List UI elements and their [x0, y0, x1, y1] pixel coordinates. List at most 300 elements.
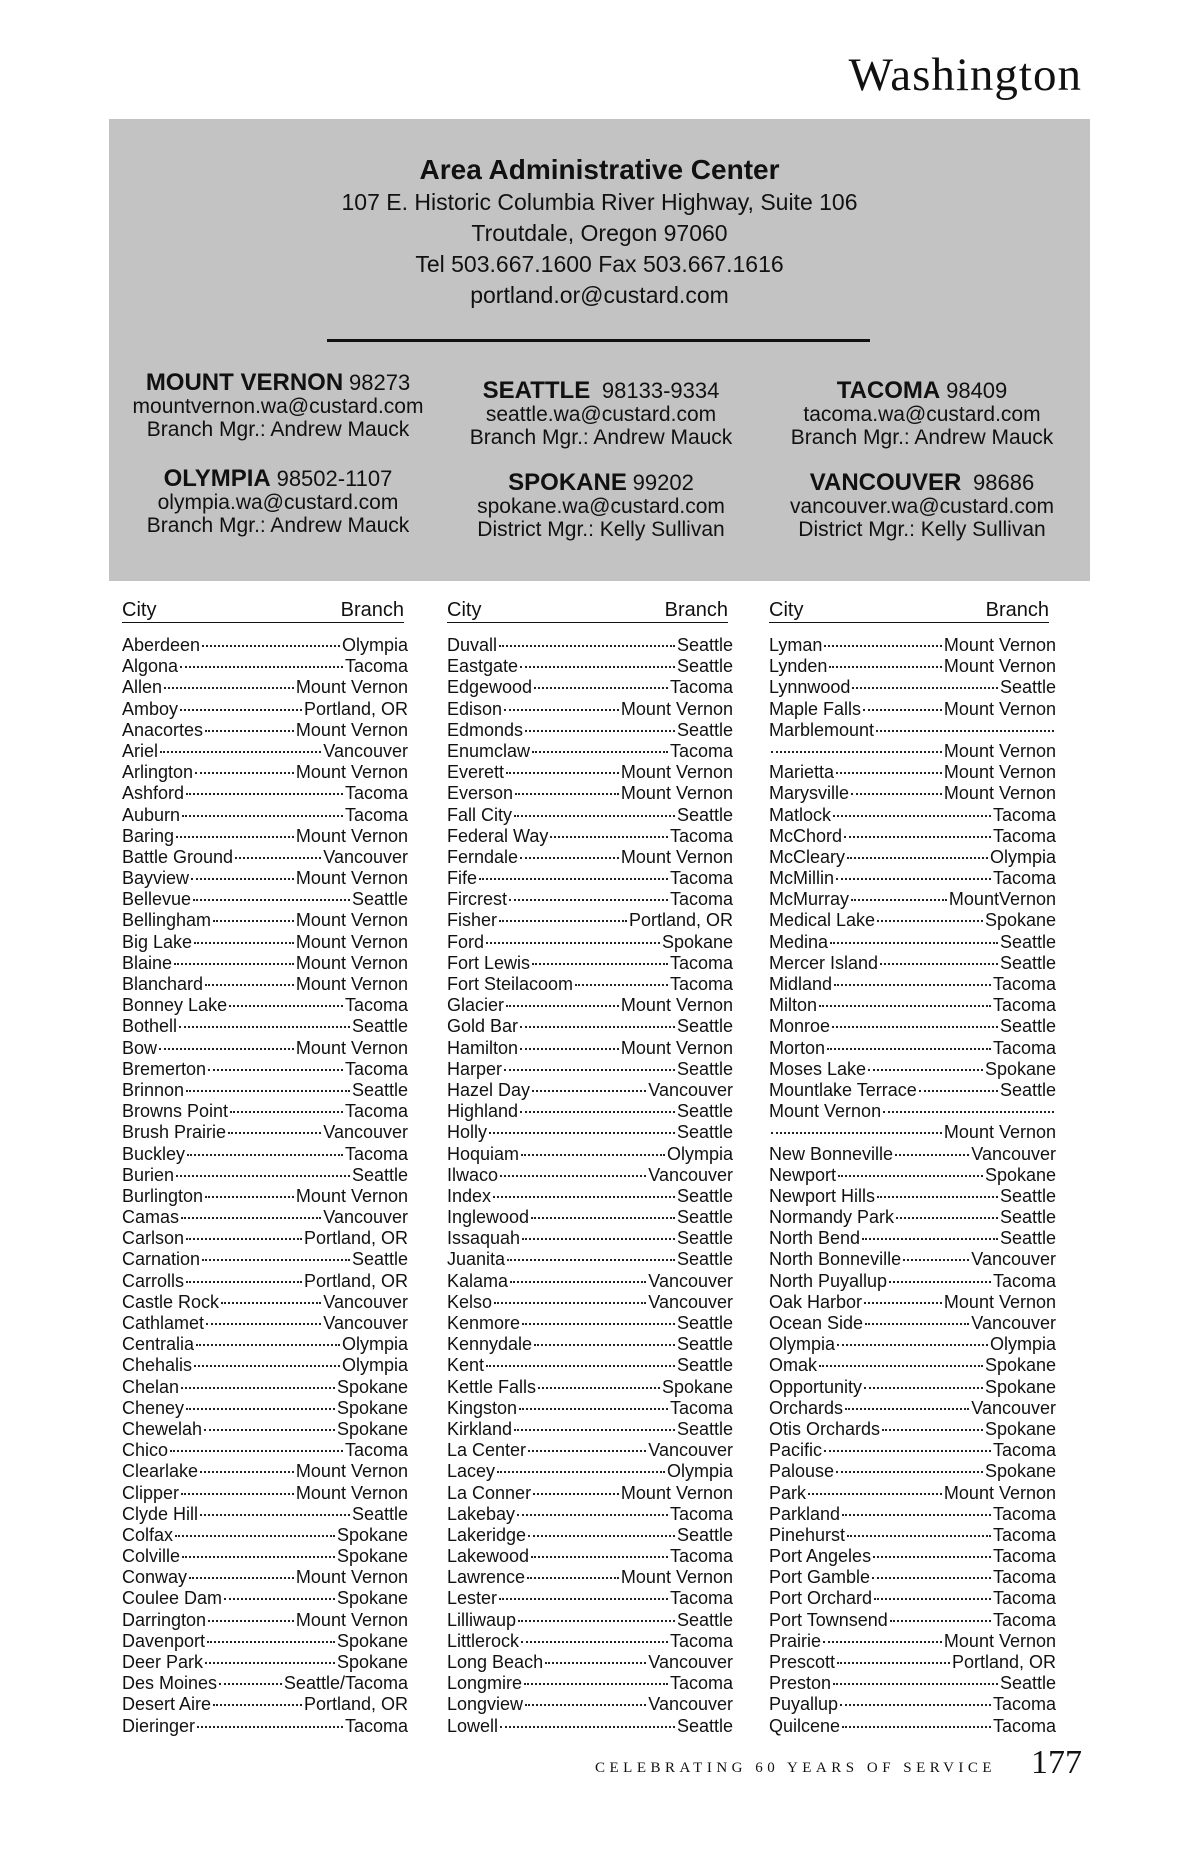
city-name: Duvall — [447, 635, 498, 655]
list-item — [122, 1271, 408, 1292]
city-name: Ocean Side — [769, 1313, 864, 1333]
city-name: Burlington — [122, 1185, 204, 1206]
dot-leader — [824, 645, 942, 647]
list-item — [122, 1525, 408, 1546]
city-name: Lowell — [447, 1715, 499, 1736]
branch-name: Vancouver — [323, 1122, 408, 1143]
branch-name: Tacoma — [344, 1440, 408, 1461]
city-name: Prairie — [769, 1630, 822, 1651]
list-item — [447, 656, 733, 677]
branch-header: Branch — [664, 599, 728, 621]
dot-leader — [882, 1429, 983, 1431]
list-item — [447, 1419, 733, 1440]
city-name: Buckley — [122, 1143, 186, 1164]
dot-leader — [170, 1450, 343, 1452]
dot-leader — [493, 1196, 675, 1198]
branch-name: Tacoma — [992, 1503, 1056, 1524]
list-item — [769, 1059, 1056, 1080]
list-item — [447, 1588, 733, 1609]
list-item — [769, 1652, 1056, 1673]
dot-leader — [180, 666, 343, 668]
list-item — [769, 1313, 1056, 1334]
list-item — [769, 1186, 1056, 1207]
list-item — [122, 1249, 408, 1270]
dot-leader — [532, 963, 668, 965]
dot-leader — [176, 836, 294, 838]
city-name: Medina — [769, 931, 829, 952]
dot-leader — [851, 899, 947, 901]
dot-leader — [876, 730, 1054, 732]
list-item — [769, 1038, 1056, 1059]
list-item — [122, 1504, 408, 1525]
dot-leader — [883, 1111, 1054, 1113]
list-item — [769, 910, 1056, 931]
branch-name: Seattle — [351, 1164, 408, 1185]
branch-name: Spokane — [336, 1546, 408, 1567]
city-name: Park — [769, 1482, 807, 1503]
dot-leader — [510, 1281, 646, 1283]
branch-name: Seattle — [676, 1122, 733, 1143]
list-item — [122, 1355, 408, 1376]
branch-name: Olympia — [341, 635, 408, 655]
branch-name: Mount Vernon — [295, 910, 408, 931]
list-item — [447, 1249, 733, 1270]
list-item — [122, 1313, 408, 1334]
list-item — [122, 1419, 408, 1440]
list-item — [447, 889, 733, 910]
city-name: Ilwaco — [447, 1164, 499, 1185]
branch-name: Tacoma — [669, 1503, 733, 1524]
list-item — [769, 868, 1056, 889]
branch-name: Mount Vernon — [620, 698, 733, 719]
list-item — [769, 974, 1056, 995]
admin-email: portland.or@custard.com — [470, 282, 729, 308]
city-name: Davenport — [122, 1630, 206, 1651]
list-item — [769, 1144, 1056, 1165]
admin-phone-fax: Tel 503.667.1600 Fax 503.667.1616 — [415, 251, 784, 277]
dot-leader — [160, 751, 321, 753]
city-name: La Center — [447, 1440, 527, 1461]
city-name: Burien — [122, 1164, 175, 1185]
column-header — [769, 596, 1049, 623]
branch-name: Olympia — [666, 1143, 733, 1164]
dot-leader — [842, 1514, 991, 1516]
city-name: Coulee Dam — [122, 1588, 223, 1609]
city-name: Longmire — [447, 1673, 523, 1694]
city-name: Lynnwood — [769, 677, 851, 698]
dot-leader — [840, 1704, 991, 1706]
branch-name: Mount Vernon — [943, 656, 1056, 677]
dot-leader — [202, 645, 340, 647]
branch-manager: Branch Mgr.: Andrew Mauck — [790, 426, 1054, 449]
dot-leader — [528, 1450, 646, 1452]
city-name: Chico — [122, 1440, 169, 1461]
list-item — [447, 1504, 733, 1525]
branch-name: Tacoma — [669, 1588, 733, 1609]
city-name: Lawrence — [447, 1567, 526, 1588]
list-item — [769, 720, 1056, 741]
dot-leader — [522, 1323, 675, 1325]
branch-email: tacoma.wa@custard.com — [803, 403, 1041, 426]
city-name: Everson — [447, 783, 514, 804]
dot-leader — [486, 942, 660, 944]
city-name: Mount Vernon — [769, 1101, 882, 1122]
list-item — [447, 1334, 733, 1355]
list-item — [447, 932, 733, 953]
branch-name: Vancouver — [648, 1164, 733, 1185]
column-header — [122, 596, 404, 623]
branch-name: Spokane — [984, 1461, 1056, 1482]
list-item — [769, 805, 1056, 826]
city-name: Moses Lake — [769, 1058, 867, 1079]
dot-leader — [847, 1535, 991, 1537]
dot-leader — [771, 1132, 942, 1134]
branch-name: Spokane — [661, 931, 733, 952]
branch-name: Mount Vernon — [620, 995, 733, 1016]
list-item — [769, 1165, 1056, 1186]
city-name: Bellevue — [122, 889, 192, 910]
city-name: Opportunity — [769, 1376, 863, 1397]
city-name: Edmonds — [447, 719, 524, 740]
dot-leader — [228, 1132, 321, 1134]
branch-name: Vancouver — [323, 1313, 408, 1333]
dot-leader — [175, 1535, 335, 1537]
dot-leader — [890, 1620, 991, 1622]
dot-leader — [852, 687, 998, 689]
city-name: Harper — [447, 1058, 503, 1079]
list-item — [447, 1440, 733, 1461]
dot-leader — [509, 899, 668, 901]
dot-leader — [514, 1429, 675, 1431]
branch-name: Spokane — [984, 910, 1056, 931]
list-item — [769, 889, 1056, 910]
list-item — [769, 1419, 1056, 1440]
branch-name: Seattle — [351, 889, 408, 910]
city-name: Kenmore — [447, 1313, 521, 1333]
branch-name: Mount Vernon — [295, 1482, 408, 1503]
dot-leader — [534, 1344, 675, 1346]
dot-leader — [229, 1005, 343, 1007]
list-item — [447, 974, 733, 995]
dot-leader — [520, 1111, 675, 1113]
branch-name: Seattle — [351, 1249, 408, 1270]
city-name: Baring — [122, 825, 175, 846]
city-name: Marietta — [769, 762, 835, 783]
dot-leader — [204, 1429, 335, 1431]
list-item — [769, 762, 1056, 783]
dot-leader — [187, 1154, 343, 1156]
list-item — [769, 932, 1056, 953]
city-name: New Bonneville — [769, 1143, 894, 1164]
branch-name: SPOKANE — [508, 469, 627, 496]
branch-name: Tacoma — [992, 995, 1056, 1016]
list-item — [769, 1673, 1056, 1694]
city-name: Lynden — [769, 656, 828, 677]
branch-name: Tacoma — [344, 1101, 408, 1122]
branch-name: Tacoma — [344, 1143, 408, 1164]
dot-leader — [489, 1132, 675, 1134]
city-name: Midland — [769, 974, 833, 994]
list-item — [122, 1377, 408, 1398]
dot-leader — [494, 1302, 646, 1304]
branch-name: Vancouver — [971, 1143, 1056, 1164]
list-item — [447, 1398, 733, 1419]
list-item — [769, 1483, 1056, 1504]
list-item — [769, 1228, 1056, 1249]
city-name: Kent — [447, 1355, 485, 1376]
city-name: Clearlake — [122, 1461, 199, 1482]
branch-name: Mount Vernon — [620, 846, 733, 867]
city-name: Puyallup — [769, 1694, 839, 1715]
dot-leader — [533, 1493, 619, 1495]
list-item — [447, 1483, 733, 1504]
branch-name: Seattle — [999, 1673, 1056, 1694]
dot-leader — [520, 857, 619, 859]
list-item — [122, 1059, 408, 1080]
city-name: Deer Park — [122, 1652, 204, 1672]
dot-leader — [196, 1344, 340, 1346]
dot-leader — [830, 942, 998, 944]
city-name: Port Angeles — [769, 1546, 872, 1567]
city-name: Newport — [769, 1164, 837, 1185]
branch-email: olympia.wa@custard.com — [157, 491, 399, 514]
city-header: City — [447, 599, 482, 621]
branch-name: Mount Vernon — [295, 868, 408, 889]
branch-name: Tacoma — [669, 1397, 733, 1418]
list-item — [769, 1207, 1056, 1228]
city-name: McChord — [769, 825, 843, 846]
city-name: Lyman — [769, 635, 823, 655]
list-item — [769, 1504, 1056, 1525]
branch-name: Spokane — [661, 1376, 733, 1397]
city-name: Edison — [447, 698, 503, 719]
branch-card — [757, 471, 1087, 541]
city-name: Cheney — [122, 1397, 185, 1418]
list-item — [122, 1080, 408, 1101]
city-name: Glacier — [447, 995, 505, 1016]
city-name: Medical Lake — [769, 910, 876, 931]
city-name: Prescott — [769, 1652, 836, 1672]
list-item — [769, 1694, 1056, 1715]
dot-leader — [525, 730, 675, 732]
city-name: Otis Orchards — [769, 1418, 881, 1439]
dot-leader — [193, 899, 350, 901]
branch-name: Mount Vernon — [943, 1630, 1056, 1651]
list-item — [769, 677, 1056, 698]
branch-manager: Branch Mgr.: Andrew Mauck — [146, 514, 410, 537]
list-item — [769, 1016, 1056, 1037]
city-name: Preston — [769, 1673, 832, 1694]
dot-leader — [847, 857, 988, 859]
branch-name: Tacoma — [992, 1567, 1056, 1588]
dot-leader — [524, 1683, 668, 1685]
branch-name: Seattle — [676, 1355, 733, 1376]
branch-name: Tacoma — [992, 1609, 1056, 1630]
city-name: Chelan — [122, 1376, 180, 1397]
city-name: Big Lake — [122, 931, 193, 952]
list-item — [447, 677, 733, 698]
city-name: Lakebay — [447, 1503, 516, 1524]
dot-leader — [823, 1641, 942, 1643]
city-name: McMurray — [769, 889, 849, 910]
list-item — [122, 656, 408, 677]
list-item — [122, 868, 408, 889]
city-name: Fall City — [447, 804, 513, 825]
city-name: Long Beach — [447, 1652, 544, 1672]
list-item — [447, 953, 733, 974]
city-name: Morton — [769, 1037, 826, 1058]
city-name: Algona — [122, 656, 179, 677]
list-item — [769, 1122, 1056, 1143]
branch-name: Mount Vernon — [943, 1291, 1056, 1312]
branch-name: Spokane — [984, 1376, 1056, 1397]
city-name: Bothell — [122, 1016, 178, 1037]
dot-leader — [837, 1662, 950, 1664]
list-item — [122, 1588, 408, 1609]
branch-name: Mount Vernon — [620, 1037, 733, 1058]
list-item — [122, 910, 408, 931]
branch-name: Mount Vernon — [295, 762, 408, 783]
dot-leader — [845, 1408, 969, 1410]
list-item — [122, 847, 408, 868]
city-name: Mountlake Terrace — [769, 1079, 917, 1100]
dot-leader — [506, 1005, 619, 1007]
dot-leader — [521, 1641, 668, 1643]
branch-name: Tacoma — [344, 804, 408, 825]
branch-name: Olympia — [989, 846, 1056, 867]
dot-leader — [520, 1048, 619, 1050]
city-name: Des Moines — [122, 1673, 218, 1694]
list-item — [122, 699, 408, 720]
dot-leader — [497, 1471, 665, 1473]
city-name: Federal Way — [447, 825, 549, 846]
dot-leader — [164, 687, 294, 689]
city-name: Lakewood — [447, 1546, 530, 1567]
dot-leader — [545, 1662, 646, 1664]
dot-leader — [500, 1726, 675, 1728]
city-name: Juanita — [447, 1249, 506, 1270]
branch-name: Spokane — [336, 1588, 408, 1609]
list-item — [122, 677, 408, 698]
dot-leader — [186, 1408, 335, 1410]
dot-leader — [197, 1726, 343, 1728]
dot-leader — [833, 815, 991, 817]
branch-name: OLYMPIA — [163, 465, 271, 492]
list-item — [122, 1631, 408, 1652]
branch-name: Vancouver — [323, 1207, 408, 1228]
dot-leader — [181, 1493, 294, 1495]
dot-leader — [159, 1048, 294, 1050]
city-name: Carlson — [122, 1228, 185, 1249]
city-name: Browns Point — [122, 1101, 229, 1122]
city-name: Arlington — [122, 762, 194, 783]
city-name: Brinnon — [122, 1079, 185, 1100]
city-name: Gold Bar — [447, 1016, 519, 1037]
dot-leader — [189, 1577, 294, 1579]
branch-name: Vancouver — [648, 1440, 733, 1461]
city-list-column-2 — [447, 635, 733, 1737]
city-name: Kirkland — [447, 1418, 513, 1439]
dot-leader — [896, 1217, 998, 1219]
dot-leader — [527, 1577, 619, 1579]
branch-name: Tacoma — [992, 825, 1056, 846]
branch-name: Tacoma — [344, 1715, 408, 1736]
dot-leader — [194, 1365, 340, 1367]
dot-leader — [880, 963, 998, 965]
branch-name: Mount Vernon — [943, 762, 1056, 783]
branch-card — [113, 467, 443, 537]
dot-leader — [504, 1069, 675, 1071]
list-item — [122, 741, 408, 762]
city-name: Ashford — [122, 783, 185, 804]
branch-name: Mount Vernon — [943, 740, 1056, 761]
dot-leader — [181, 1387, 335, 1389]
list-item — [447, 1652, 733, 1673]
branch-email: spokane.wa@custard.com — [477, 495, 725, 518]
dot-leader — [208, 1069, 343, 1071]
city-name: Clipper — [122, 1482, 180, 1503]
branch-email: mountvernon.wa@custard.com — [132, 395, 424, 418]
list-item — [122, 1673, 408, 1694]
branch-name: Mount Vernon — [295, 1609, 408, 1630]
list-item — [122, 1016, 408, 1037]
branch-name: Seattle — [999, 1079, 1056, 1100]
list-item — [769, 953, 1056, 974]
dot-leader — [872, 1577, 991, 1579]
list-item — [122, 1228, 408, 1249]
dot-leader — [550, 836, 668, 838]
list-item — [447, 699, 733, 720]
branch-name: Seattle — [676, 1249, 733, 1270]
list-item — [447, 783, 733, 804]
list-item — [769, 1631, 1056, 1652]
dot-leader — [521, 1154, 665, 1156]
branch-name: Seattle — [999, 677, 1056, 698]
city-name: Maple Falls — [769, 698, 862, 719]
dot-leader — [873, 1556, 991, 1558]
branch-name: Spokane — [336, 1418, 408, 1439]
list-item — [447, 826, 733, 847]
city-name: Cathlamet — [122, 1313, 205, 1333]
branch-name: Tacoma — [344, 656, 408, 677]
dot-leader — [181, 1217, 321, 1219]
list-item — [447, 1694, 733, 1715]
dot-leader — [519, 1408, 668, 1410]
column-header — [447, 596, 728, 623]
city-name: Normandy Park — [769, 1207, 895, 1228]
branch-name: Mount Vernon — [295, 1567, 408, 1588]
branch-name: Mount Vernon — [620, 1482, 733, 1503]
dot-leader — [824, 1450, 991, 1452]
dot-leader — [182, 1556, 335, 1558]
branch-name: Portland, OR — [303, 698, 408, 719]
list-item — [769, 1716, 1056, 1737]
list-item — [122, 1652, 408, 1673]
list-item — [769, 1461, 1056, 1482]
city-name: Eastgate — [447, 656, 519, 677]
list-item — [769, 1334, 1056, 1355]
city-name: Hoquiam — [447, 1143, 520, 1164]
city-name: Fort Steilacoom — [447, 974, 574, 994]
city-name: Amboy — [122, 698, 179, 719]
branch-name: VANCOUVER — [809, 469, 962, 496]
dot-leader — [895, 1154, 969, 1156]
branch-name: Vancouver — [648, 1652, 733, 1672]
branch-name: Seattle — [676, 1101, 733, 1122]
branch-name: Seattle/Tacoma — [283, 1673, 408, 1694]
dot-leader — [864, 1387, 983, 1389]
list-item — [122, 826, 408, 847]
